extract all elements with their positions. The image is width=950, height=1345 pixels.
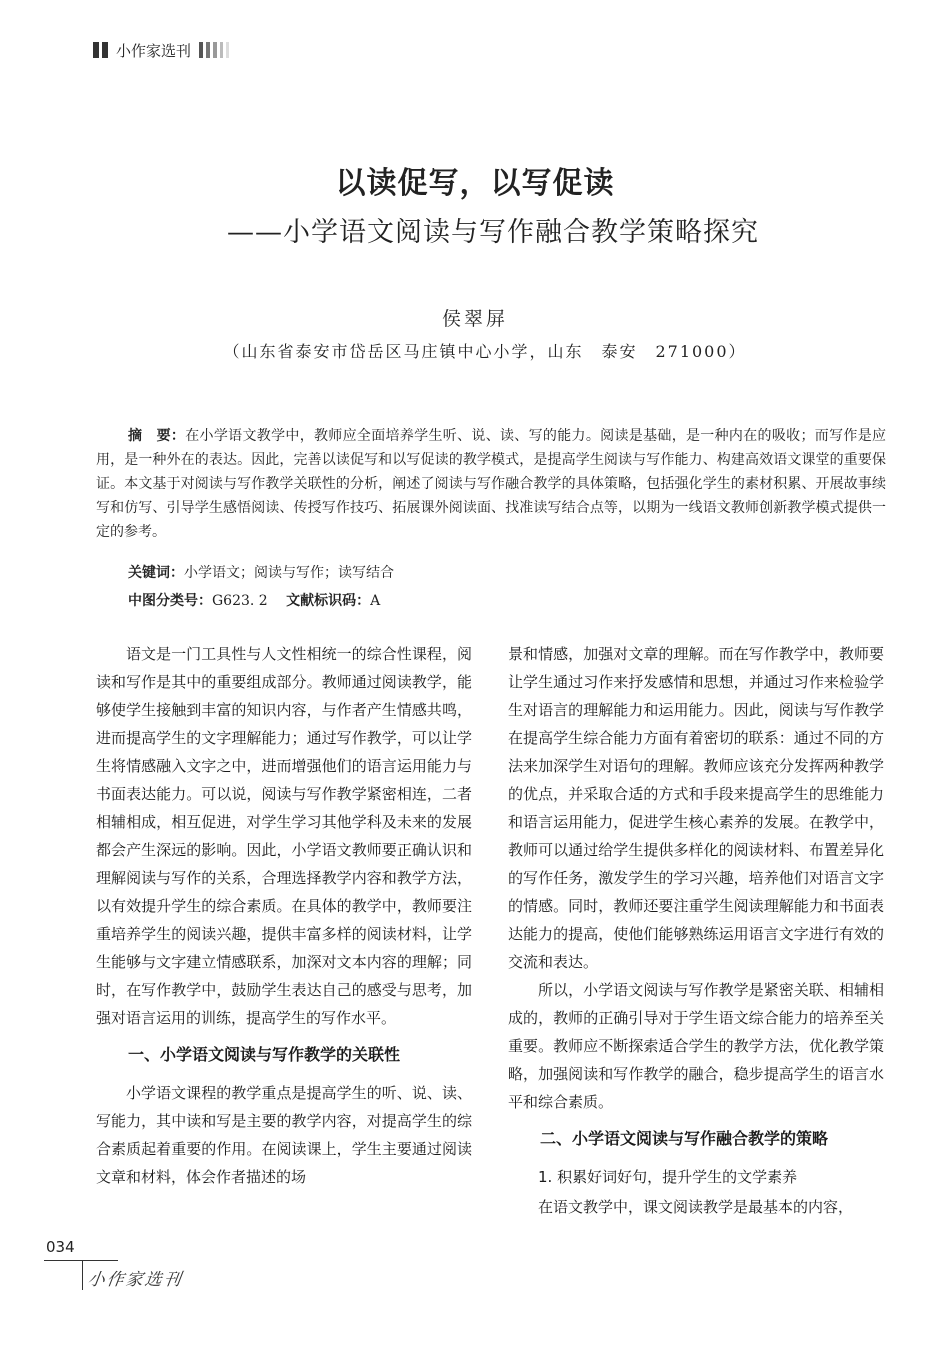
- article-title: 以读促写，以写促读: [335, 166, 615, 201]
- intro-paragraph: 语文是一门工具性与人文性相统一的综合性课程，阅读和写作是其中的重要组成部分。教师通过阅读教学，能够使学生接触到丰富的知识内容，与作者产生情感共鸣，进而提高学生的文字理解能力；通过写作教学，可以让学生将情感融入文字之中，进而增强他们的语言运用能力与书面表达能力。可以说，阅读与写作教学紧密相连，二者相辅相成，相互促进，对学生学习其他学科及未来的发展都会产生深远的影响。因此，小学语文教师要正确认识和理解阅读与写作的关系，合理选择教学内容和教学方法，以有效提升学生的综合素质。在具体的教学中，教师要注重培养学生的阅读兴趣，提供丰富多样的阅读材料，让学生能够与文字建立情感联系，加深对文本内容的理解；同时，在写作教学中，鼓励学生表达自己的感受与思考，加强对语言运用的训练，提高学生的写作水平。: [96, 645, 472, 1027]
- classification: [128, 590, 380, 610]
- classification-value: G623. 2: [212, 593, 268, 609]
- section-1-paragraph: 小学语文课程的教学重点是提高学生的听、说、读、写能力，其中读和写是主要的教学内容，对提高学生的综合素质起着重要的作用。在阅读课上，学生主要通过阅读文章和材料，体会作者描述的场: [96, 1084, 472, 1186]
- page-number: 034: [46, 1238, 75, 1256]
- running-header: [93, 40, 232, 60]
- header-stripe-mark: [226, 42, 229, 58]
- journal-logo: 小作家选刊: [86, 1270, 185, 1290]
- abstract-text: 在小学语文教学中，教师应全面培养学生听、说、读、写的能力。阅读是基础，是一种内在的吸收；而写作是应用，是一种外在的表达。因此，完善以读促写和以写促读的教学模式，是提高学生阅读与写作能力、构建高效语文课堂的重要保证。本文基于对阅读与写作教学关联性的分析，阐述了阅读与写作融合教学的具体策略，包括强化学生的素材积累、开展故事续写和仿写、引导学生感悟阅读、传授写作技巧、拓展课外阅读面、找准读写结合点等，以期为一线语文教师创新教学模式提供一定的参考。: [96, 428, 887, 540]
- header-stripe-mark: [199, 42, 203, 58]
- section-1-paragraph-continued: 景和情感，加强对文章的理解。而在写作教学中，教师要让学生通过习作来抒发感情和思想，并通过习作来检验学生对语言的理解能力和运用能力。因此，阅读与写作教学在提高学生综合能力方面有着密切的联系：通过不同的方法来加深学生对语句的理解。教师应该充分发挥两种教学的优点，并采取合适的方式和手段来提高学生的思维能力和语言运用能力，促进学生核心素养的发展。在教学中，教师可以通过给学生提供多样化的阅读材料、布置差异化的写作任务，激发学生的学习兴趣，培养他们对语言文字的情感。同时，教师还要注重学生阅读理解能力和书面表达能力的提高，使他们能够熟练运用语言文字进行有效的交流和表达。: [508, 645, 884, 971]
- journal-name: 小作家选刊: [116, 41, 192, 60]
- header-stripe-mark: [213, 42, 217, 58]
- abstract-label: 摘 要：: [128, 428, 186, 444]
- header-stripe-mark: [206, 42, 210, 58]
- footer-divider: [82, 1260, 83, 1290]
- header-bar-mark: [102, 42, 108, 58]
- section-1-paragraph-2: 所以，小学语文阅读与写作教学是紧密关联、相辅相成的，教师的正确引导对于学生语文综合能力的培养至关重要。教师应不断探索适合学生的教学方法，优化教学策略，加强阅读和写作教学的融合，稳步提高学生的语言水平和综合素质。: [508, 981, 884, 1111]
- keywords-text: 小学语文；阅读与写作；读写结合: [184, 565, 394, 581]
- classification-label: 中图分类号：: [128, 593, 212, 609]
- body-column-left: [96, 640, 472, 1191]
- abstract: [96, 424, 886, 544]
- subsection-1-heading: 1. 积累好词好句，提升学生的文学素养: [538, 1168, 798, 1186]
- document-code-label: 文献标识码：: [286, 593, 371, 609]
- section-2-heading: 二、小学语文阅读与写作融合教学的策略: [540, 1129, 829, 1148]
- keywords: [128, 562, 394, 582]
- header-bar-mark: [93, 42, 99, 58]
- author-name: 侯翠屏: [441, 308, 508, 330]
- subsection-1-paragraph: 在语文教学中，课文阅读教学是最基本的内容，: [538, 1198, 854, 1216]
- article-subtitle: ——小学语文阅读与写作融合教学策略探究: [227, 217, 759, 248]
- author-affiliation: （山东省泰安市岱岳区马庄镇中心小学，山东 泰安 271000）: [223, 342, 747, 361]
- footer-rule: [44, 1260, 118, 1261]
- section-1-heading: 一、小学语文阅读与写作教学的关联性: [128, 1045, 401, 1064]
- body-column-right: [508, 640, 884, 1221]
- keywords-label: 关键词：: [128, 565, 184, 581]
- header-stripe-mark: [220, 42, 223, 58]
- document-code-value: A: [370, 593, 381, 609]
